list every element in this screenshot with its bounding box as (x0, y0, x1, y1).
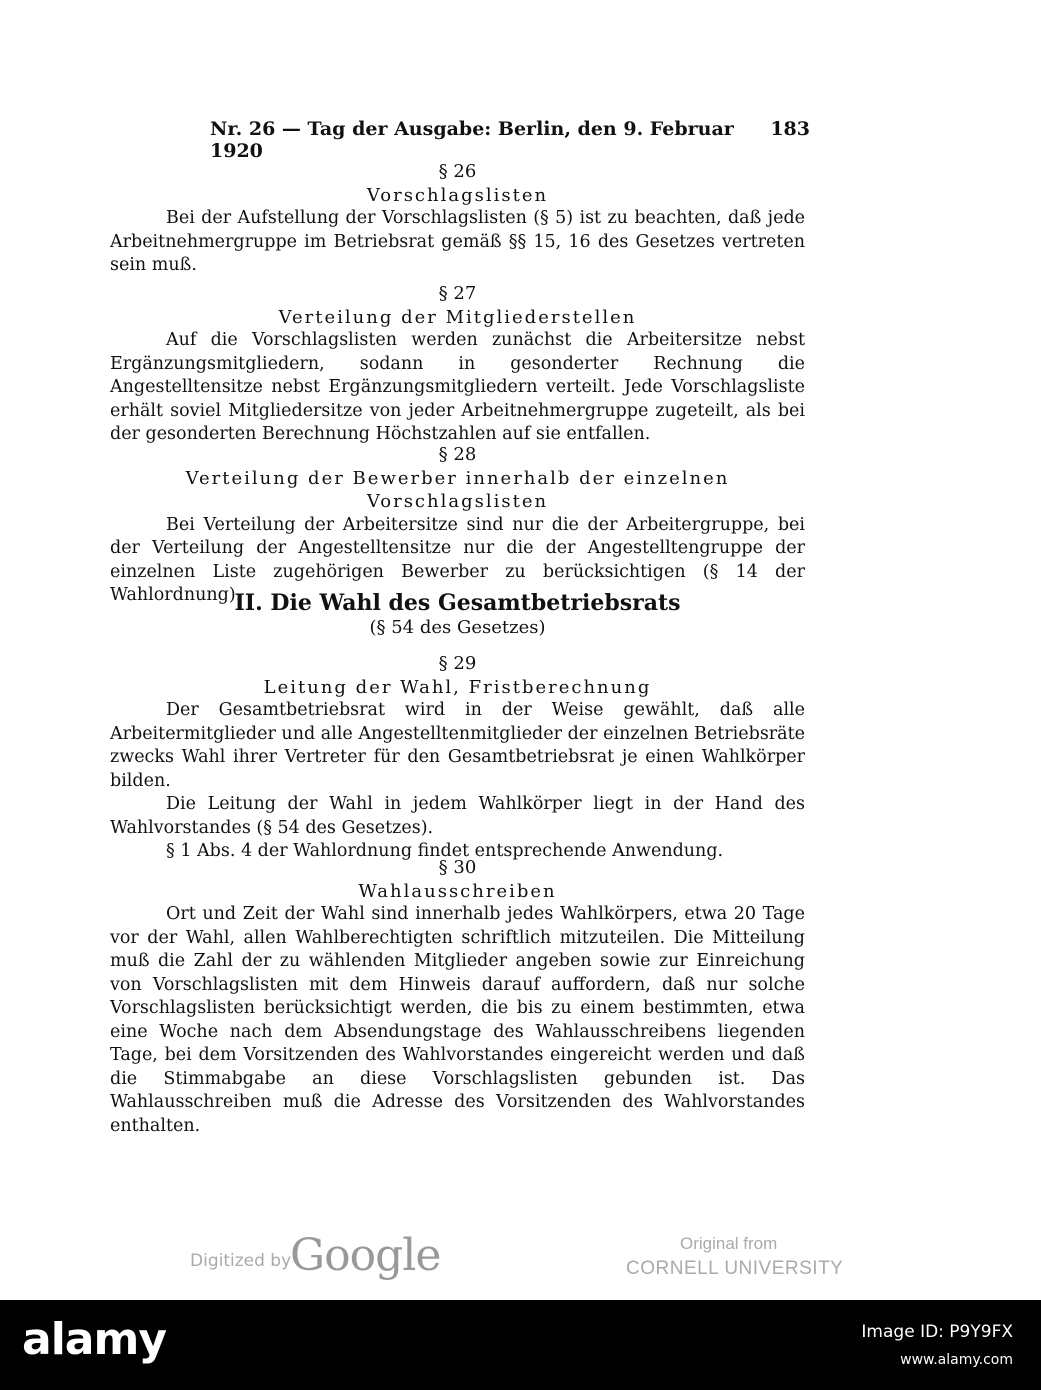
watermark-url: www.alamy.com (900, 1352, 1013, 1368)
section-number: § 29 (438, 653, 477, 674)
section-text: Bei Verteilung der Arbeitersitze sind nur die der Arbeitergruppe, bei der Verteilung der Angestelltensitze nur die der Angestelltengruppe der einzelnen Liste zugehörigen Bewerber zu berücksichtigen (§ 14 der Wahlordnung). (110, 514, 805, 605)
section-title: Verteilung der Bewerber innerhalb der einzelnen Vorschlagslisten (185, 467, 730, 512)
google-logo: Google (290, 1230, 441, 1281)
page-header (210, 118, 810, 162)
page-number: 183 (770, 118, 810, 140)
section-29 (110, 652, 805, 864)
section-text: Ort und Zeit der Wahl sind innerhalb jedes Wahlkörpers, etwa 20 Tage vor der Wahl, allen Wahlberechtigten schriftlich mitzuteilen. Die Mitteilung muß die Zahl der zu wählenden Mitglieder angeben sowie zur Einreichung von Vorschlagslisten mit dem Hinweis darauf auffordern, daß nur solche Vorschlagslisten berücksichtigt werden, die bis zu einem bestimmten, etwa eine Woche nach dem Absendungstage des Wahlausschreibens liegenden Tage, bei dem Vorsitzenden des Wahlvorstandes eingereicht werden und daß die Stimmabgabe an diese Vorschlagslisten gebunden ist. Das Wahlausschreiben muß die Adresse des Vorsitzenden des Wahlvorstandes enthalten. (110, 904, 805, 1136)
header-issue-line: Nr. 26 — Tag der Ausgabe: Berlin, den 9. Februar 1920 (210, 118, 734, 162)
digitization-footer (0, 1230, 1041, 1290)
part-heading: II. Die Wahl des Gesamtbetriebsrats (234, 590, 681, 616)
section-number: § 28 (438, 444, 477, 465)
section-26 (110, 160, 805, 278)
digitized-by-label: Digitized by (190, 1251, 292, 1271)
section-text: Auf die Vorschlagslisten werden zunächst die Arbeitersitze nebst Ergänzungsmitgliedern, sodann in gesonderter Rechnung die Angestelltensitze nebst Ergänzungsmitgliedern verteilt. Jede Vorschlagsliste erhält soviel Mitgliedersitze von jeder Arbeitnehmergruppe zugeteilt, als bei der gesonderten Berechnung Höchstzahlen auf sie entfallen. (110, 330, 805, 444)
alamy-logo: alamy (22, 1314, 166, 1365)
section-title: Verteilung der Mitgliederstellen (278, 306, 637, 328)
section-30 (110, 856, 805, 1138)
watermark-bar (0, 1300, 1041, 1390)
section-text-1: Der Gesamtbetriebsrat wird in der Weise gewählt, daß alle Arbeitermitglieder und alle Angestelltenmitglieder der einzelnen Betriebsräte zwecks Wahl ihrer Vertreter für den Gesamtbetriebsrat je einen Wahlkörper bilden. (110, 700, 805, 791)
section-text-2: Die Leitung der Wahl in jedem Wahlkörper liegt in der Hand des Wahlvorstandes (§ 54 des Gesetzes). (110, 794, 805, 838)
part-2-heading-block (110, 592, 805, 639)
part-subheading: (§ 54 des Gesetzes) (369, 616, 546, 638)
section-text-3: § 1 Abs. 4 der Wahlordnung findet entsprechende Anwendung. (166, 841, 724, 861)
image-id: Image ID: P9Y9FX (861, 1322, 1013, 1342)
section-27 (110, 282, 805, 447)
section-number: § 30 (438, 857, 477, 878)
section-28 (110, 443, 805, 608)
original-from-label: Original from (680, 1234, 778, 1253)
section-title: Wahlausschreiben (358, 880, 557, 902)
section-number: § 26 (438, 161, 477, 182)
section-title: Leitung der Wahl, Fristberechnung (263, 676, 652, 698)
institution-label: CORNELL UNIVERSITY (626, 1258, 844, 1279)
section-number: § 27 (438, 283, 477, 304)
section-title: Vorschlagslisten (366, 184, 549, 206)
section-text: Bei der Aufstellung der Vorschlagslisten (§ 5) ist zu beachten, daß jede Arbeitnehmergruppe im Betriebsrat gemäß §§ 15, 16 des Gesetzes vertreten sein muß. (110, 208, 805, 275)
